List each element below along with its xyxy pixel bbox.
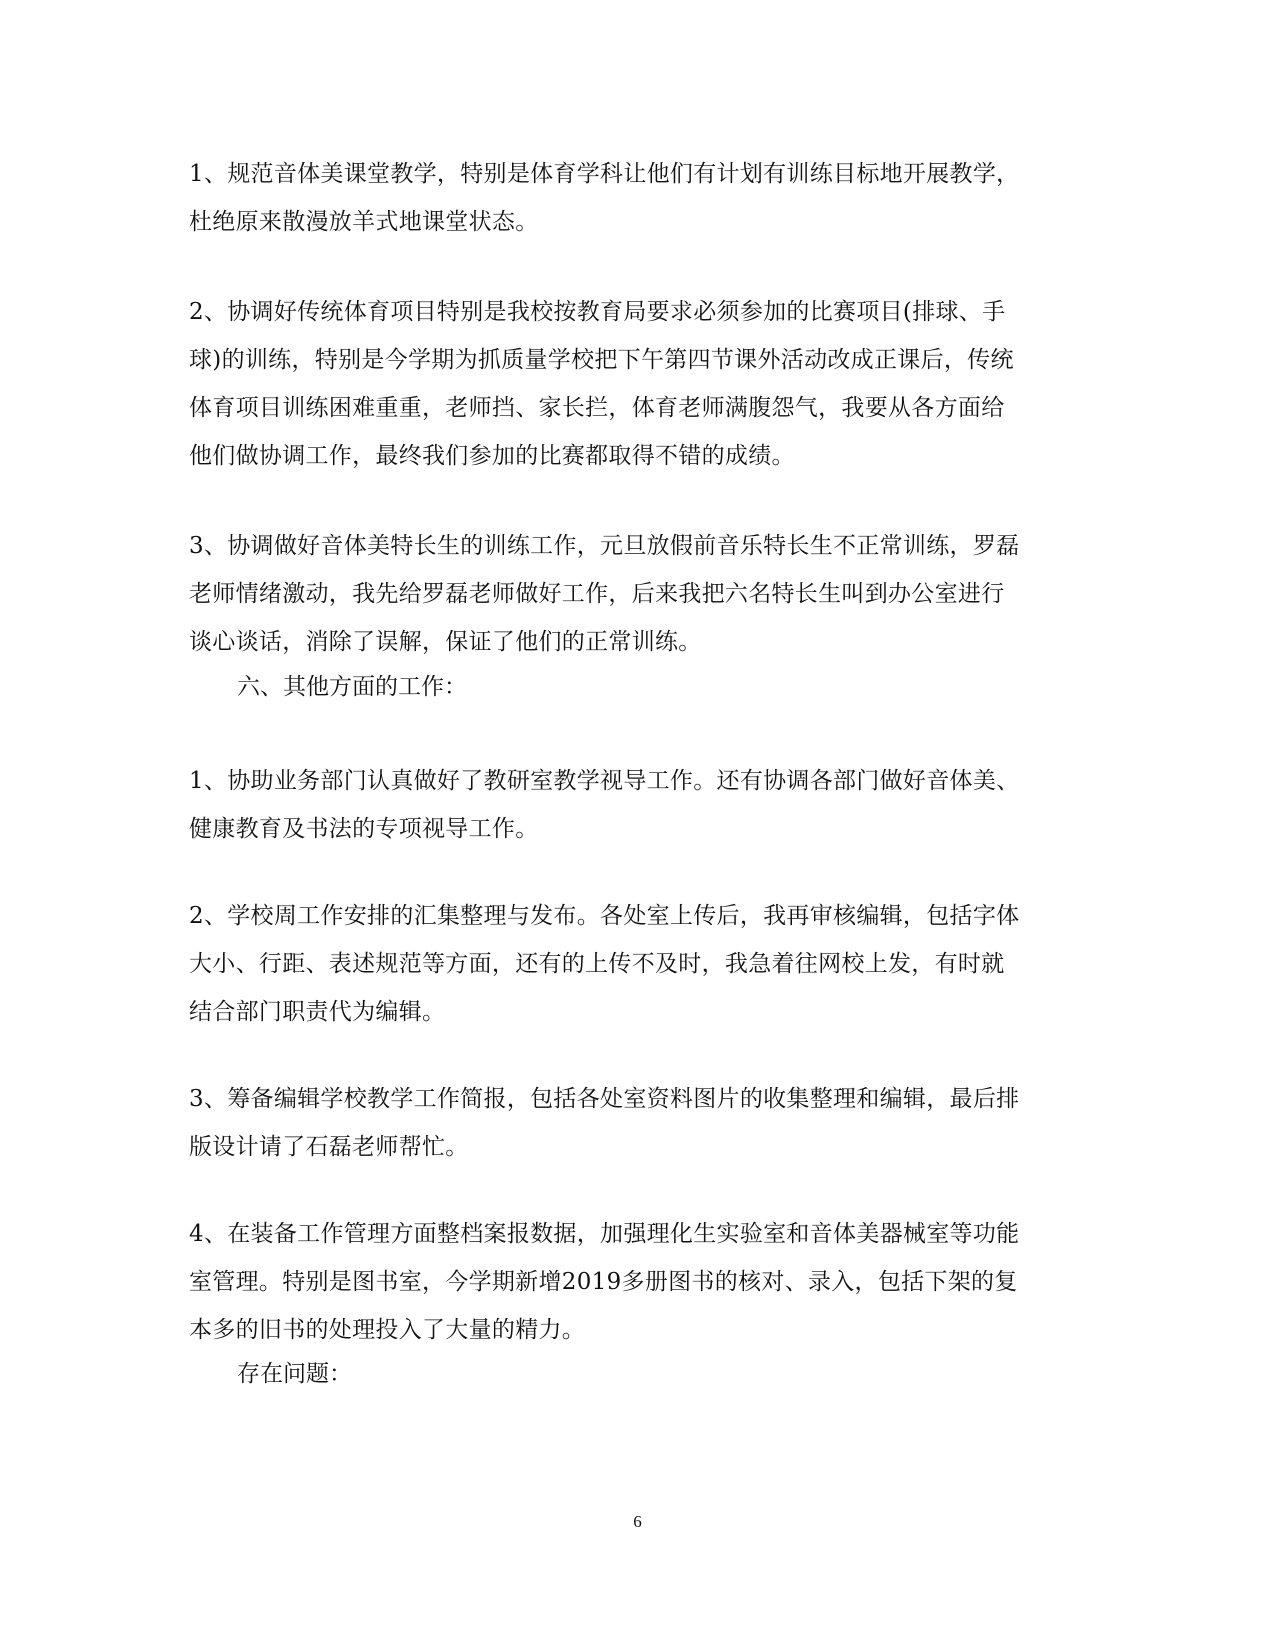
- text-line: 大小、行距、表述规范等方面，还有的上传不及时，我急着往网校上发，有时就: [189, 951, 1005, 977]
- paragraph-1: [189, 150, 1089, 246]
- text-line: 球)的训练，特别是今学期为抓质量学校把下午第四节课外活动改成正课后，传统: [189, 347, 1014, 373]
- page-number: 6: [633, 1512, 642, 1531]
- text-line: 3、协调做好音体美特长生的训练工作，元旦放假前音乐特长生不正常训练，罗磊: [189, 533, 1020, 559]
- paragraph-4: [189, 757, 1089, 853]
- text-line: 2、学校周工作安排的汇集整理与发布。各处室上传后，我再审核编辑，包括字体: [189, 903, 1020, 929]
- text-line: 体育项目训练困难重重，老师挡、家长拦，体育老师满腹怨气，我要从各方面给: [189, 395, 1005, 421]
- text-line: 室管理。特别是图书室，今学期新增2019多册图书的核对、录入，包括下架的复: [189, 1269, 1018, 1295]
- paragraph-7: [189, 1210, 1089, 1354]
- text-line: 杜绝原来散漫放羊式地课堂状态。: [189, 209, 539, 235]
- paragraph-5: [189, 892, 1089, 1036]
- text-line: 健康教育及书法的专项视导工作。: [189, 816, 539, 842]
- paragraph-2: [189, 288, 1089, 480]
- text-line: 结合部门职责代为编辑。: [189, 999, 446, 1025]
- text-line: 2、协调好传统体育项目特别是我校按教育局要求必须参加的比赛项目(排球、手: [189, 299, 1006, 325]
- text-line: 1、规范音体美课堂教学，特别是体育学科让他们有计划有训练目标地开展教学，: [189, 161, 1020, 187]
- section-heading-other-work: 六、其他方面的工作：: [237, 674, 467, 700]
- section-heading-problems: 存在问题：: [237, 1361, 352, 1387]
- text-line: 谈心谈话，消除了误解，保证了他们的正常训练。: [189, 629, 702, 655]
- paragraph-6: [189, 1075, 1089, 1171]
- text-line: 3、筹备编辑学校教学工作简报，包括各处室资料图片的收集整理和编辑，最后排: [189, 1086, 1020, 1112]
- text-line: 1、协助业务部门认真做好了教研室教学视导工作。还有协调各部门做好音体美、: [189, 768, 1020, 794]
- text-line: 老师情绪激动，我先给罗磊老师做好工作，后来我把六名特长生叫到办公室进行: [189, 581, 1005, 607]
- text-line: 版设计请了石磊老师帮忙。: [189, 1134, 469, 1160]
- text-line: 他们做协调工作，最终我们参加的比赛都取得不错的成绩。: [189, 443, 795, 469]
- text-line: 本多的旧书的处理投入了大量的精力。: [189, 1317, 586, 1343]
- paragraph-3: [189, 522, 1089, 666]
- text-line: 4、在装备工作管理方面整档案报数据，加强理化生实验室和音体美器械室等功能: [189, 1221, 1020, 1247]
